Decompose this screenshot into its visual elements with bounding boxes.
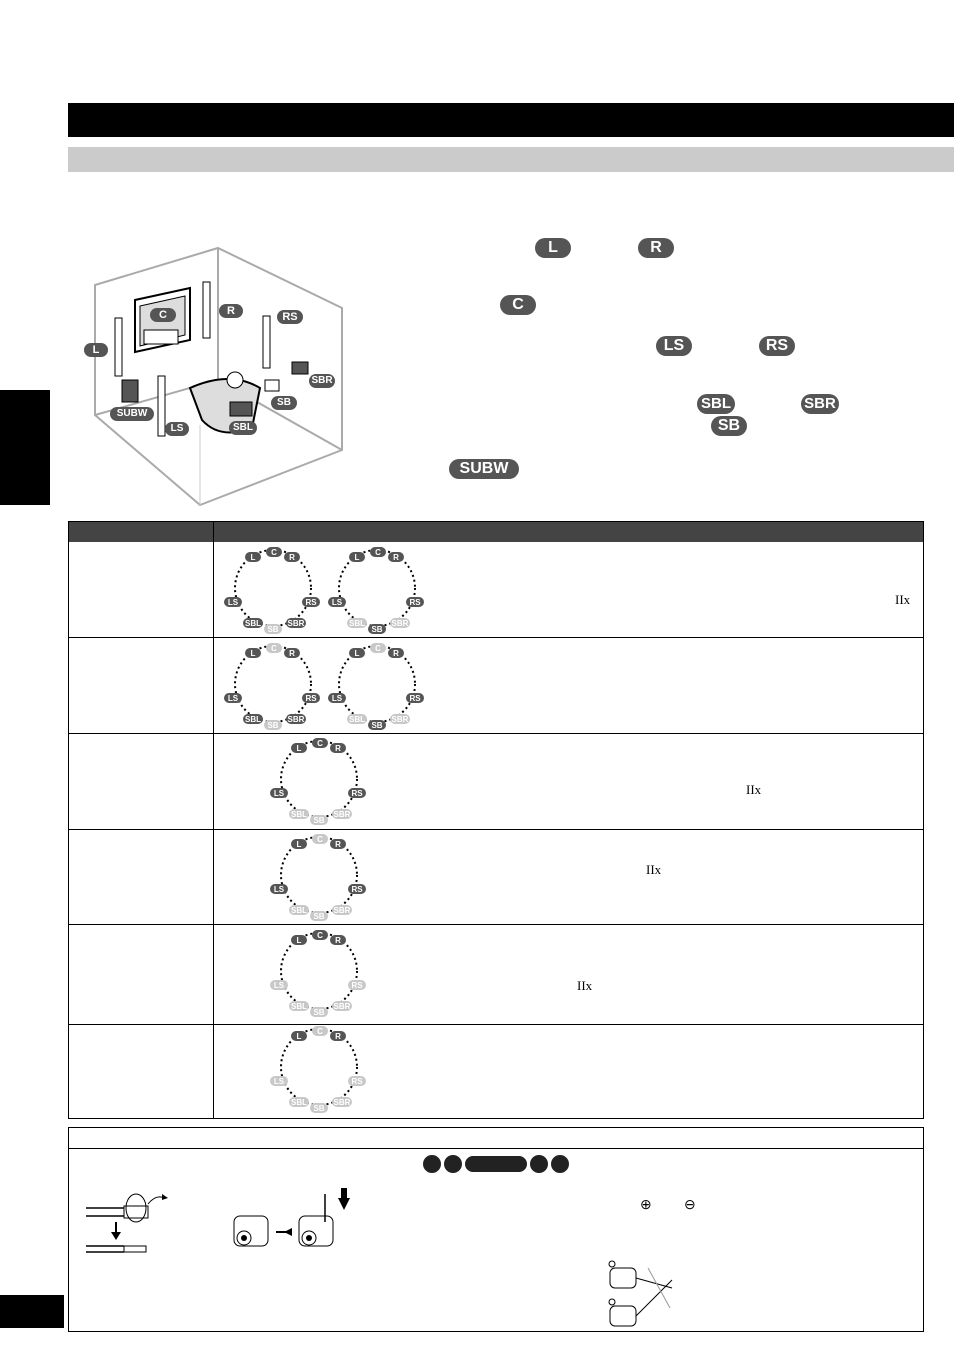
diagram-badge-l: L (84, 343, 108, 357)
diagram-badge-sbl: SBL (229, 421, 257, 435)
svg-text:RS: RS (409, 694, 421, 703)
polarity-plus: ⊕ (640, 1196, 652, 1212)
svg-text:LS: LS (273, 789, 285, 798)
svg-text:R: R (289, 649, 295, 658)
svg-text:C: C (271, 644, 277, 653)
svg-text:SBL: SBL (349, 715, 365, 724)
svg-text:C: C (317, 835, 323, 844)
svg-text:R: R (335, 1032, 341, 1041)
mode-marker-row1: IIx (895, 592, 911, 607)
svg-text:RS: RS (351, 981, 363, 990)
legend-badge-r: R (638, 238, 674, 258)
legend-badge-l: L (535, 238, 571, 258)
svg-text:C: C (271, 548, 277, 557)
svg-text:SBL: SBL (291, 810, 307, 819)
svg-text:SB: SB (371, 625, 383, 634)
legend-badge-sbl: SBL (697, 394, 735, 414)
svg-text:R: R (289, 553, 295, 562)
diagram-badge-c: C (150, 308, 176, 322)
section-subheader-bar (68, 147, 954, 172)
polarity-minus: ⊖ (684, 1196, 696, 1212)
svg-text:R: R (335, 840, 341, 849)
svg-text:LS: LS (273, 1077, 285, 1086)
svg-text:LS: LS (273, 885, 285, 894)
svg-text:R: R (393, 649, 399, 658)
mode-marker-row3: IIx (746, 782, 762, 797)
svg-text:RS: RS (351, 789, 363, 798)
mode-marker-row4: IIx (646, 862, 662, 877)
svg-text:SBL: SBL (291, 1002, 307, 1011)
legend-badge-rs: RS (759, 336, 795, 356)
svg-text:L: L (296, 936, 302, 945)
svg-text:R: R (335, 744, 341, 753)
svg-text:SBR: SBR (391, 619, 409, 628)
svg-text:SB: SB (313, 912, 325, 921)
svg-text:SBR: SBR (333, 1098, 351, 1107)
wire-stripping-illustration (84, 1188, 364, 1260)
svg-text:LS: LS (227, 694, 239, 703)
diagram-badge-ls: LS (165, 422, 189, 436)
svg-text:LS: LS (273, 981, 285, 990)
legend-badge-sbr: SBR (801, 394, 839, 414)
svg-text:SBL: SBL (245, 715, 261, 724)
svg-text:L: L (296, 744, 302, 753)
legend-badge-sb: SB (711, 416, 747, 436)
svg-text:L: L (250, 649, 256, 658)
svg-text:L: L (296, 1032, 302, 1041)
svg-text:SB: SB (267, 625, 279, 634)
diagram-badge-subw: SUBW (110, 407, 154, 421)
svg-text:RS: RS (351, 1077, 363, 1086)
svg-text:C: C (317, 931, 323, 940)
page-number-tab (0, 1295, 64, 1328)
svg-text:SBR: SBR (333, 810, 351, 819)
svg-text:SBR: SBR (391, 715, 409, 724)
svg-text:C: C (375, 644, 381, 653)
terminal-wiring-illustration (604, 1258, 678, 1330)
svg-text:L: L (354, 553, 360, 562)
svg-text:RS: RS (305, 598, 317, 607)
svg-text:LS: LS (331, 694, 343, 703)
svg-text:LS: LS (331, 598, 343, 607)
svg-text:C: C (317, 1027, 323, 1036)
diagram-badge-sbr: SBR (309, 374, 335, 388)
diagram-badge-sb: SB (271, 396, 297, 410)
svg-text:C: C (375, 548, 381, 557)
svg-text:R: R (335, 936, 341, 945)
svg-text:SB: SB (313, 1104, 325, 1113)
svg-text:SBL: SBL (245, 619, 261, 628)
svg-text:SBR: SBR (287, 619, 305, 628)
svg-text:SB: SB (267, 721, 279, 730)
mode-marker-row5: IIx (577, 978, 593, 993)
table-header-row (69, 522, 923, 542)
svg-text:SB: SB (313, 1008, 325, 1017)
svg-text:SBL: SBL (291, 906, 307, 915)
legend-badge-c: C (500, 295, 536, 315)
svg-text:C: C (317, 739, 323, 748)
step-indicator-dots (420, 1154, 572, 1174)
svg-text:SBR: SBR (333, 906, 351, 915)
svg-text:RS: RS (351, 885, 363, 894)
legend-badge-subw: SUBW (449, 459, 519, 479)
svg-text:LS: LS (227, 598, 239, 607)
svg-text:SB: SB (371, 721, 383, 730)
legend-badge-ls: LS (656, 336, 692, 356)
svg-text:L: L (250, 553, 256, 562)
svg-text:SBL: SBL (349, 619, 365, 628)
svg-text:RS: RS (409, 598, 421, 607)
side-tab-marker (0, 390, 50, 505)
svg-text:L: L (296, 840, 302, 849)
svg-text:L: L (354, 649, 360, 658)
speaker-ring-diagrams (214, 542, 924, 1119)
diagram-badge-r: R (219, 304, 243, 318)
svg-text:SBL: SBL (291, 1098, 307, 1107)
section-header-bar (68, 103, 954, 137)
svg-text:SBR: SBR (333, 1002, 351, 1011)
svg-text:RS: RS (305, 694, 317, 703)
svg-text:SB: SB (313, 816, 325, 825)
svg-text:SBR: SBR (287, 715, 305, 724)
diagram-badge-rs: RS (277, 310, 303, 324)
svg-text:R: R (393, 553, 399, 562)
